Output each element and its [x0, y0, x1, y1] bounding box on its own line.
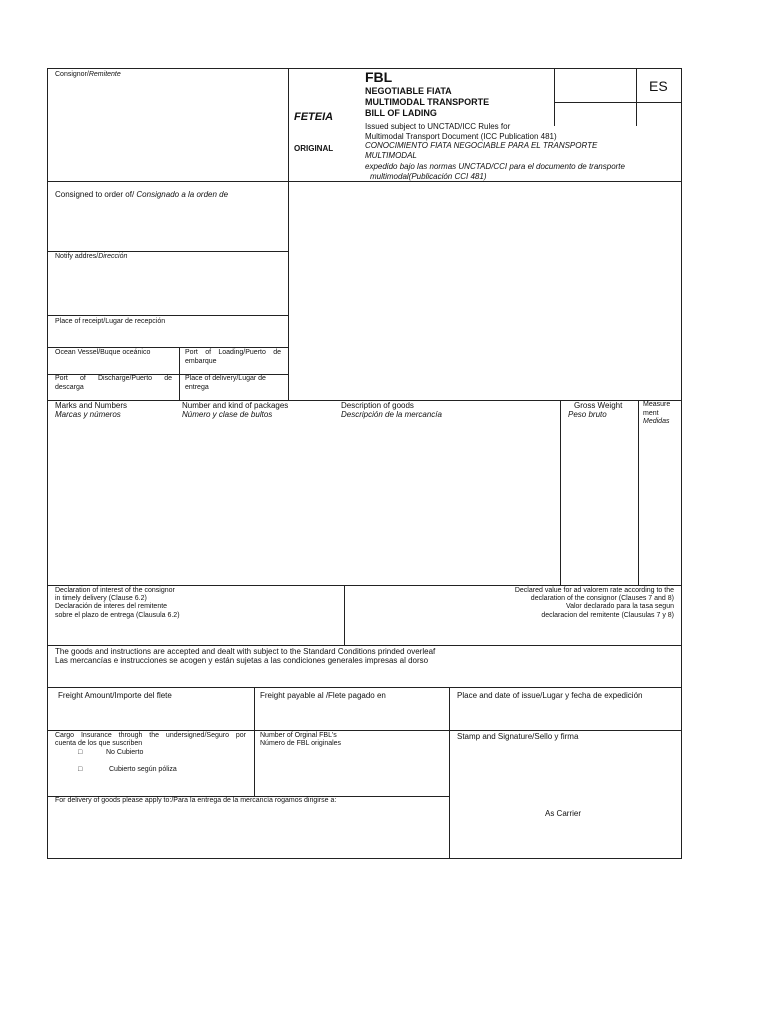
divider: [48, 687, 682, 688]
divider: [48, 181, 682, 182]
port-of-loading-label-line1: Port of Loading/Puerto de: [185, 349, 281, 356]
delivery-apply-label: For delivery of goods please apply to:/Para la entrega de la mercancía rogamos dirigirse a:: [55, 797, 337, 804]
marks-numbers-header-es: Marcas y números: [55, 410, 121, 419]
doc-title-line2: MULTIMODAL TRANSPORTE: [365, 97, 490, 107]
interest-declaration-line1: Declaration of interest of the consignor: [55, 587, 175, 594]
measurement-header-es: Medidas: [643, 418, 670, 425]
interest-declaration-line4: sobre el plazo de entrega (Clausula 6.2): [55, 612, 180, 619]
original-fbl-count-line2: Número de FBL originales: [260, 740, 342, 747]
divider: [638, 400, 639, 586]
port-of-loading-label-line2: embarque: [185, 358, 217, 365]
divider: [560, 400, 561, 586]
divider: [48, 315, 288, 316]
measurement-header-line1: Measure: [643, 401, 671, 408]
declared-value-line3: Valor declarado para la tasa segun: [565, 603, 674, 610]
freight-amount-label: Freight Amount/Importe del flete: [58, 691, 172, 700]
declared-value-line1: Declared value for ad valorem rate according to the: [514, 587, 674, 594]
covered-label: Cubierto según póliza: [109, 766, 177, 773]
cargo-insurance-line1: Cargo Insurance through the undersigned/Seguro por: [55, 732, 246, 739]
packages-header-es: Número y clase de bultos: [182, 410, 273, 419]
place-date-issue-label: Place and date of issue/Lugar y fecha de expedición: [457, 691, 643, 700]
declared-value-line4: declaracion del remitente (Clausulas 7 y 8): [541, 612, 674, 619]
feteia-label: FETEIA: [294, 111, 334, 123]
consigned-label: Consigned to order of/ Consignado a la orden de: [55, 190, 229, 199]
divider: [48, 347, 288, 348]
place-of-delivery-label-line2: entrega: [185, 384, 209, 391]
stamp-signature-label: Stamp and Signature/Sello y firma: [457, 732, 579, 741]
divider: [288, 69, 289, 401]
divider: [179, 347, 180, 401]
notify-label: Notify addres/Dirección: [55, 253, 128, 260]
freight-payable-label: Freight payable al /Flete pagado en: [260, 691, 386, 700]
not-covered-label: No Cubierto: [106, 749, 144, 756]
spanish-title-line1: CONOCIMIENTO FIATA NEGOCIABLE PARA EL TRANSPORTE: [365, 141, 598, 150]
packages-header: Number and kind of packages: [182, 401, 289, 410]
doc-title-line3: BILL OF LADING: [365, 108, 437, 118]
divider: [554, 102, 682, 103]
original-label: ORIGINAL: [294, 144, 334, 153]
gross-weight-header-es: Peso bruto: [568, 410, 607, 419]
measurement-header-line2: ment: [643, 410, 659, 417]
place-of-delivery-label-line1: Place of delivery/Lugar de: [185, 375, 266, 382]
interest-declaration-line3: Declaración de interes del remitente: [55, 603, 168, 610]
fbl-title: FBL: [365, 69, 393, 85]
divider: [344, 585, 345, 646]
consignor-label: Consignor/Remitente: [55, 71, 121, 78]
port-of-discharge-label-line1: Port of Discharge/Puerto de: [55, 375, 172, 382]
divider: [48, 730, 682, 731]
ocean-vessel-label: Ocean Vessel/Buque oceánico: [55, 349, 151, 356]
as-carrier-label: As Carrier: [545, 809, 582, 818]
gross-weight-header: Gross Weight: [574, 401, 623, 410]
spanish-subtitle-line2: multimodal(Publicación CCI 481): [370, 172, 487, 181]
divider: [48, 645, 682, 646]
port-of-discharge-label-line2: descarga: [55, 384, 84, 391]
conditions-line1: The goods and instructions are accepted and dealt with subject to the Standard Conditions prinded overleaf: [55, 647, 436, 656]
divider: [449, 687, 450, 859]
fbl-form: [47, 68, 682, 859]
marks-numbers-header: Marks and Numbers: [55, 401, 128, 410]
country-code: ES: [649, 78, 668, 94]
issued-subject-line1: Issued subject to UNCTAD/ICC Rules for: [365, 122, 511, 131]
divider: [254, 687, 255, 797]
description-header-es: Descripción de la mercancía: [341, 410, 442, 419]
conditions-line2: Las mercancías e instrucciones se acogen y están sujetas a las condiciones generales impresas al dorso: [55, 656, 429, 665]
declared-value-line2: declaration of the consignor (Clauses 7 and 8): [530, 595, 674, 602]
spanish-title-line2: MULTIMODAL: [365, 151, 417, 160]
divider: [48, 251, 288, 252]
checkbox-icon[interactable]: □: [78, 766, 83, 773]
cargo-insurance-line2: cuenta de los que suscriben: [55, 740, 143, 747]
divider: [636, 69, 637, 126]
original-fbl-count-line1: Number of Orginal FBL's: [260, 732, 337, 739]
doc-title-line1: NEGOTIABLE FIATA: [365, 86, 452, 96]
interest-declaration-line2: in timely delivery (Clause 6.2): [55, 595, 147, 602]
divider: [48, 585, 682, 586]
place-of-receipt-label: Place of receipt/Lugar de recepción: [55, 318, 166, 325]
issued-subject-line2: Multimodal Transport Document (ICC Publication 481): [365, 132, 557, 141]
description-header: Description of goods: [341, 401, 414, 410]
spanish-subtitle-line1: expedido bajo las normas UNCTAD/CCI para el documento de transporte: [365, 162, 625, 171]
checkbox-icon[interactable]: □: [78, 749, 83, 756]
divider: [554, 69, 555, 126]
